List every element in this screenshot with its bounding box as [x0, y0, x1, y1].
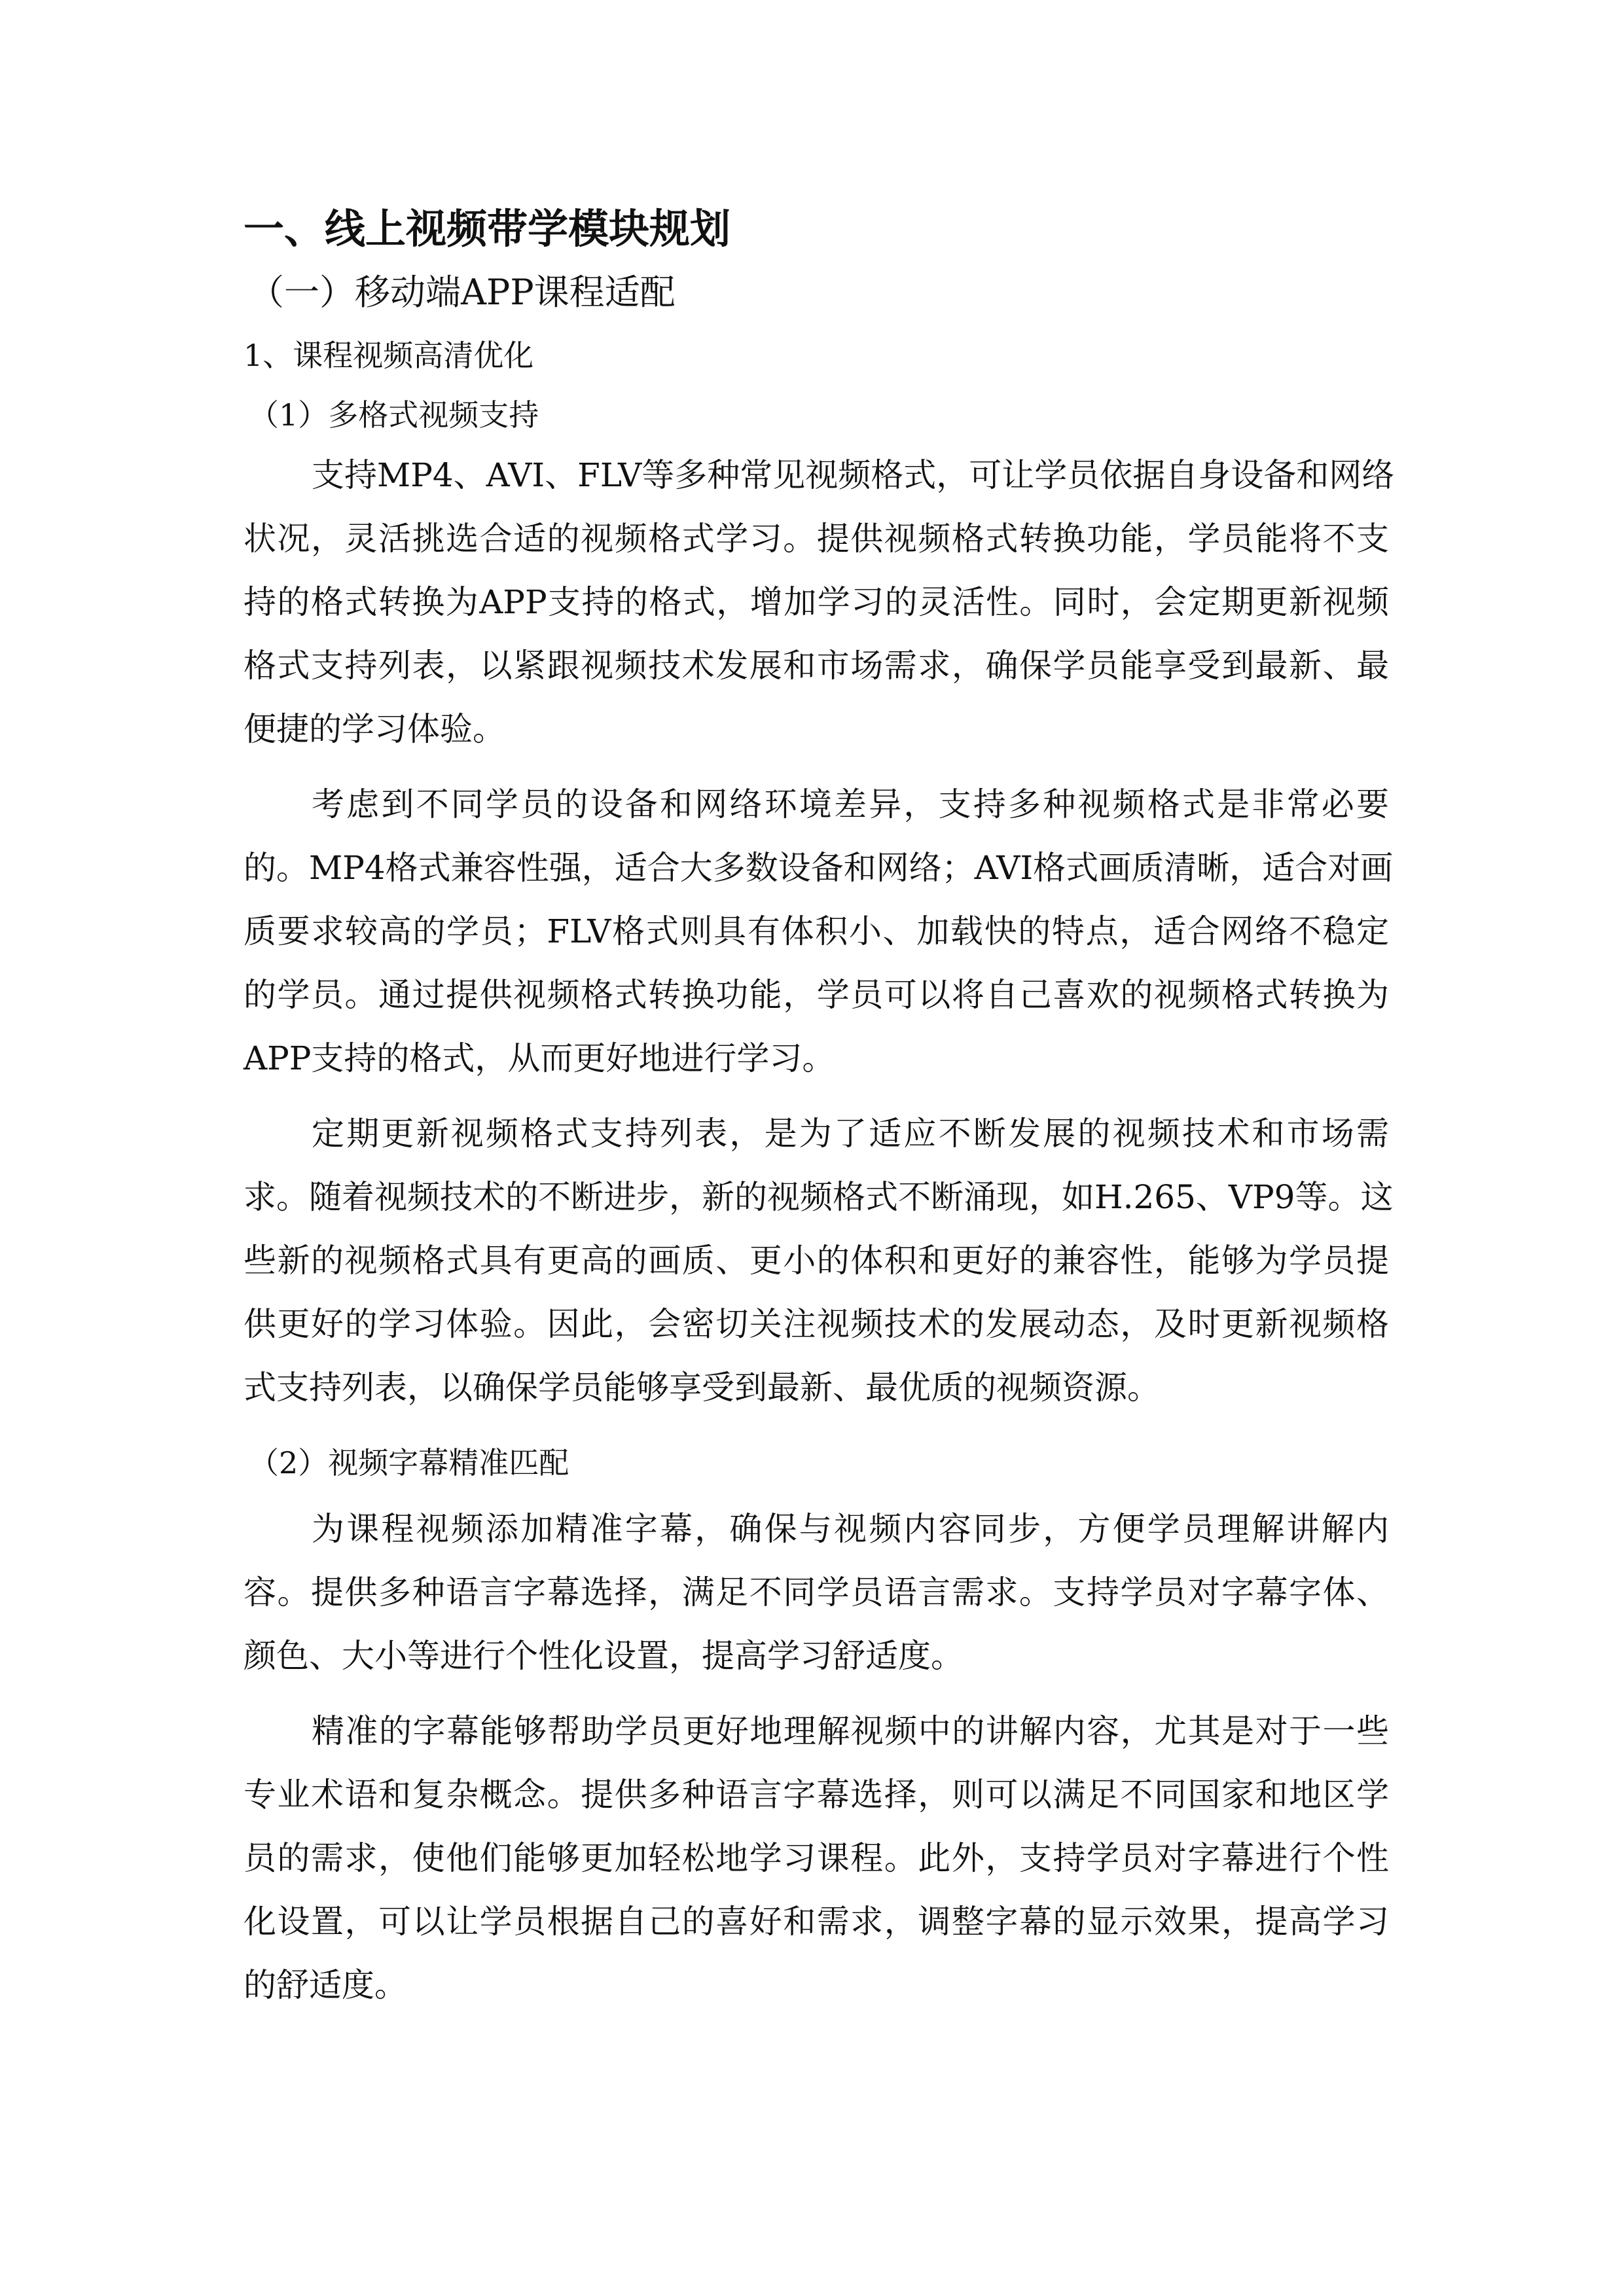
text-line: 的舒适度。	[244, 1966, 407, 2004]
text-line: 的。MP4格式兼容性强，适合大多数设备和网络；AVI格式画质清晰，适合对画	[244, 849, 1394, 887]
topic-heading: 1、课程视频高清优化	[244, 338, 534, 373]
paragraph	[244, 1700, 1389, 2017]
text-line: 定期更新视频格式支持列表，是为了适应不断发展的视频技术和市场需	[312, 1115, 1389, 1153]
text-line: 便捷的学习体验。	[244, 710, 505, 748]
text-line: 的学员。通过提供视频格式转换功能，学员可以将自己喜欢的视频格式转换为	[244, 976, 1389, 1014]
text-line: 为课程视频添加精准字幕，确保与视频内容同步，方便学员理解讲解内	[312, 1510, 1389, 1548]
text-line: 容。提供多种语言字幕选择，满足不同学员语言需求。支持学员对字幕字体、	[244, 1573, 1389, 1611]
text-line: 质要求较高的学员；FLV格式则具有体积小、加载快的特点，适合网络不稳定	[244, 912, 1389, 950]
text-line: 格式支持列表，以紧跟视频技术发展和市场需求，确保学员能享受到最新、最	[244, 647, 1389, 685]
text-line: APP支持的格式，从而更好地进行学习。	[244, 1039, 835, 1077]
text-line: 求。随着视频技术的不断进步，新的视频格式不断涌现，如H.265、VP9等。这	[244, 1178, 1394, 1216]
section-heading: 一、线上视频带学模块规划	[244, 205, 731, 253]
text-line: 员的需求，使他们能够更加轻松地学习课程。此外，支持学员对字幕进行个性	[244, 1839, 1389, 1877]
item-heading-2: （2）视频字幕精准匹配	[249, 1445, 569, 1480]
subsection-heading: （一）移动端APP课程适配	[249, 272, 676, 313]
text-line: 持的格式转换为APP支持的格式，增加学习的灵活性。同时，会定期更新视频	[244, 583, 1389, 621]
text-line: 状况，灵活挑选合适的视频格式学习。提供视频格式转换功能，学员能将不支	[244, 520, 1389, 558]
text-line: 供更好的学习体验。因此，会密切关注视频技术的发展动态，及时更新视频格	[244, 1305, 1389, 1343]
text-line: 些新的视频格式具有更高的画质、更小的体积和更好的兼容性，能够为学员提	[244, 1242, 1389, 1280]
text-line: 精准的字幕能够帮助学员更好地理解视频中的讲解内容，尤其是对于一些	[312, 1712, 1389, 1750]
paragraph	[244, 444, 1395, 761]
text-line: 考虑到不同学员的设备和网络环境差异，支持多种视频格式是非常必要	[312, 785, 1389, 823]
item-heading-1: （1）多格式视频支持	[249, 397, 539, 433]
paragraph	[244, 1498, 1389, 1688]
paragraph	[244, 773, 1394, 1090]
paragraph	[244, 1102, 1394, 1420]
text-line: 专业术语和复杂概念。提供多种语言字幕选择，则可以满足不同国家和地区学	[244, 1776, 1389, 1814]
text-line: 支持MP4、AVI、FLV等多种常见视频格式，可让学员依据自身设备和网络	[312, 456, 1395, 494]
text-line: 化设置，可以让学员根据自己的喜好和需求，调整字幕的显示效果，提高学习	[244, 1903, 1389, 1941]
text-line: 颜色、大小等进行个性化设置，提高学习舒适度。	[244, 1637, 964, 1675]
text-line: 式支持列表，以确保学员能够享受到最新、最优质的视频资源。	[244, 1369, 1160, 1407]
